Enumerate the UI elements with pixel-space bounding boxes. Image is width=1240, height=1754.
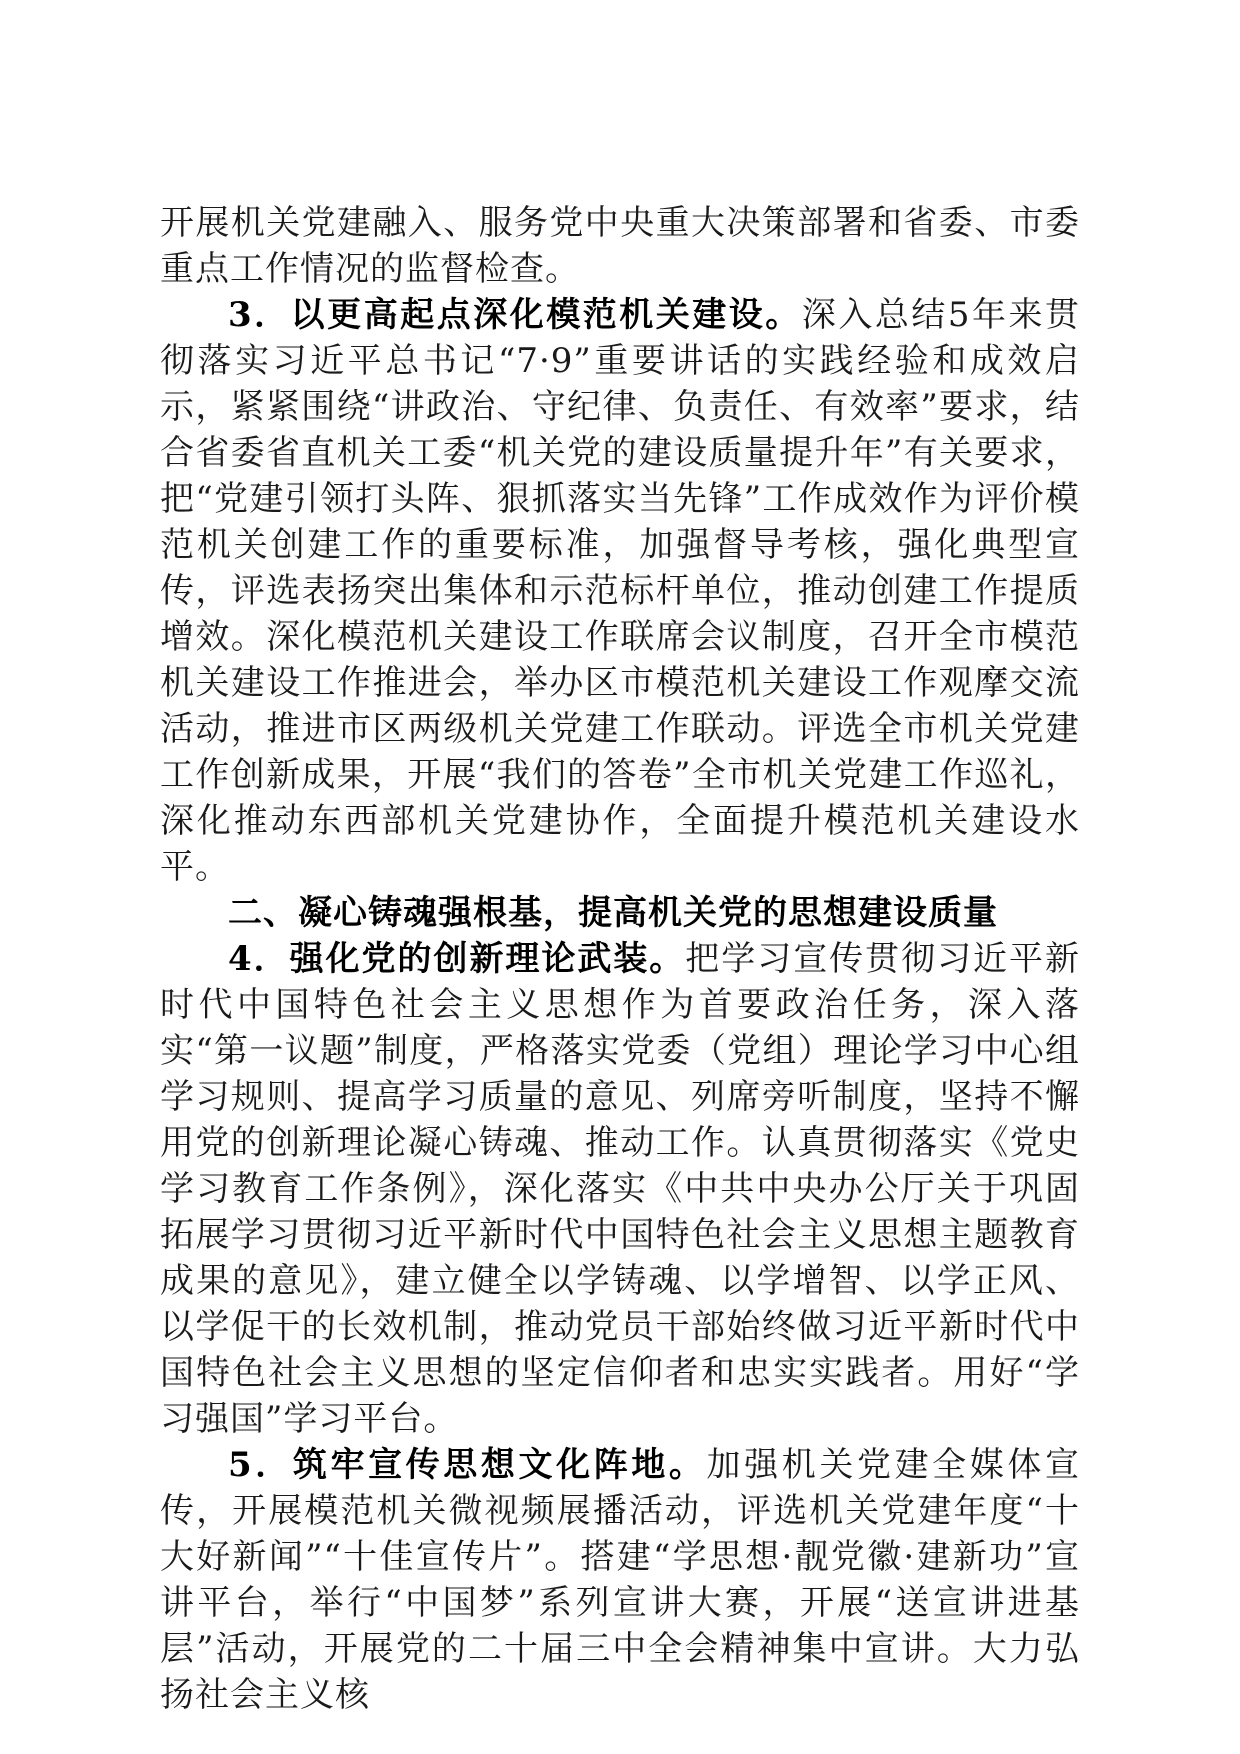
- paragraph-text: 开展机关党建融入、服务党中央重大决策部署和省委、市委重点工作情况的监督检查。: [160, 203, 1080, 289]
- paragraph-item-4: [160, 936, 1080, 1442]
- item-3-heading: 3．以更高起点深化模范机关建设。: [228, 295, 802, 335]
- item-4-heading: 4．强化党的创新理论武装。: [228, 939, 686, 979]
- paragraph-item-5: [160, 1442, 1080, 1718]
- paragraph-continuation: [160, 200, 1080, 292]
- section-heading-2: 二、凝心铸魂强根基，提高机关党的思想建设质量: [228, 893, 998, 933]
- item-5-body: 加强机关党建全媒体宣传，开展模范机关微视频展播活动，评选机关党建年度“十大好新闻”“十佳宣传片”。搭建“学思想·靓党徽·建新功”宣讲平台，举行“中国梦”系列宣讲大赛，开展“送宣讲进基层”活动，开展党的二十届三中全会精神集中宣讲。大力弘扬社会主义核: [160, 1445, 1080, 1715]
- paragraph-item-3: [160, 292, 1080, 890]
- item-3-body: 深入总结5年来贯彻落实习近平总书记“7·9”重要讲话的实践经验和成效启示，紧紧围绕“讲政治、守纪律、负责任、有效率”要求，结合省委省直机关工委“机关党的建设质量提升年”有关要求，把“党建引领打头阵、狠抓落实当先锋”工作成效作为评价模范机关创建工作的重要标准，加强督导考核，强化典型宣传，评选表扬突出集体和示范标杆单位，推动创建工作提质增效。深化模范机关建设工作联席会议制度，召开全市模范机关建设工作推进会，举办区市模范机关建设工作观摩交流活动，推进市区两级机关党建工作联动。评选全市机关党建工作创新成果，开展“我们的答卷”全市机关党建工作巡礼，深化推动东西部机关党建协作，全面提升模范机关建设水平。: [160, 295, 1081, 887]
- item-5-heading: 5．筑牢宣传思想文化阵地。: [228, 1445, 707, 1485]
- item-4-body: 把学习宣传贯彻习近平新时代中国特色社会主义思想作为首要政治任务，深入落实“第一议题”制度，严格落实党委（党组）理论学习中心组学习规则、提高学习质量的意见、列席旁听制度，坚持不懈用党的创新理论凝心铸魂、推动工作。认真贯彻落实《党史学习教育工作条例》，深化落实《中共中央办公厅关于巩固拓展学习贯彻习近平新时代中国特色社会主义思想主题教育成果的意见》，建立健全以学铸魂、以学增智、以学正风、以学促干的长效机制，推动党员干部始终做习近平新时代中国特色社会主义思想的坚定信仰者和忠实实践者。用好“学习强国”学习平台。: [160, 939, 1080, 1439]
- document-page: [160, 200, 1080, 1718]
